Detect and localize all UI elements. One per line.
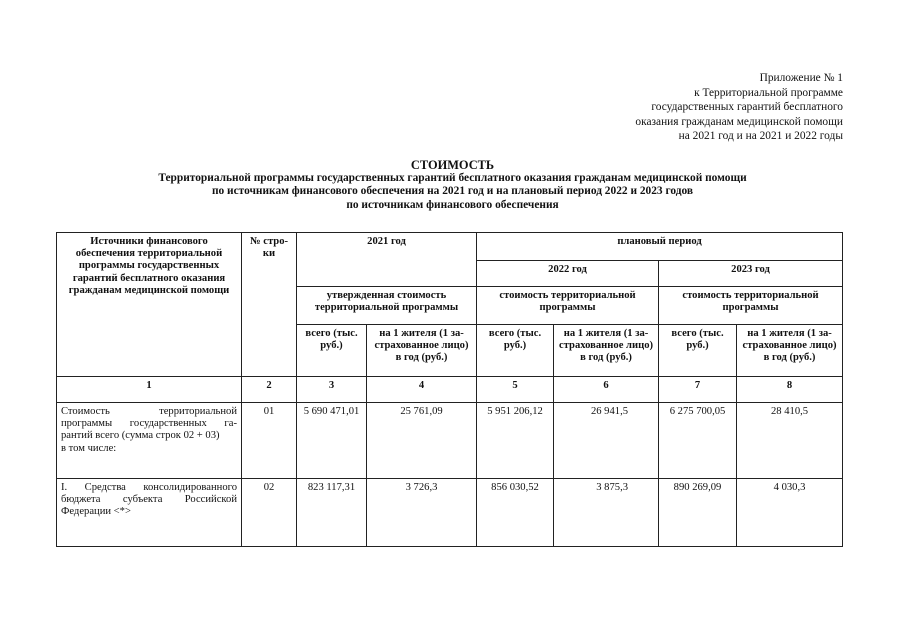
appendix-line: оказания гражданам медицинской помощи [635, 115, 843, 128]
row-label-text: Стоимость территориальной программы государственных га-рантий всего (сумма строк 02 + 03) [61, 406, 237, 442]
row-label-suffix: в том числе: [61, 442, 117, 454]
cell-per-resident-2021: 3 726,3 [367, 479, 477, 547]
header-total-2021: всего (тыс. руб.) [297, 325, 367, 377]
column-number: 4 [367, 377, 477, 403]
cell-total-2022: 856 030,52 [477, 479, 554, 547]
column-number: 1 [57, 377, 242, 403]
header-per-resident-2023: на 1 жителя (1 за-страхованное лицо) в год (руб.) [737, 325, 843, 377]
column-number: 2 [242, 377, 297, 403]
table-row [57, 403, 843, 479]
header-year-2022: 2022 год [477, 261, 659, 287]
row-code: 02 [242, 479, 297, 547]
cell-total-2021: 5 690 471,01 [297, 403, 367, 479]
column-number: 5 [477, 377, 554, 403]
cell-total-2022: 5 951 206,12 [477, 403, 554, 479]
column-number: 8 [737, 377, 843, 403]
title-line: по источникам финансового обеспечения на 2021 год и на плановый период 2022 и 2023 годов [211, 185, 694, 198]
title-line: Территориальной программы государственных гарантий бесплатного оказания гражданам медицинской помощи [158, 172, 747, 184]
header-per-resident-2022: на 1 жителя (1 за-страхованное лицо) в год (руб.) [554, 325, 659, 377]
appendix-line: Приложение № 1 [759, 72, 843, 84]
header-approved-cost: утвержденная стоимость территориальной программы [297, 287, 477, 325]
appendix-line: государственных гарантий бесплатного [651, 101, 843, 114]
column-number: 3 [297, 377, 367, 403]
column-number: 7 [659, 377, 737, 403]
header-year-2023: 2023 год [659, 261, 843, 287]
appendix-line: на 2021 год и на 2021 и 2022 годы [678, 130, 843, 143]
header-row-number: № стро-ки [242, 233, 297, 377]
row-code: 01 [242, 403, 297, 479]
header-source: Источники финансового обеспечения территориальной программы государственных гарантий бесплатного оказания гражданам медицинской помощи [57, 233, 242, 377]
title-main: СТОИМОСТЬ [410, 158, 495, 172]
cell-per-resident-2023: 28 410,5 [737, 403, 843, 479]
column-number-row [57, 377, 843, 403]
cell-per-resident-2023: 4 030,3 [737, 479, 843, 547]
header-per-resident-2021: на 1 жителя (1 за-страхованное лицо) в год (руб.) [367, 325, 477, 377]
document-title [0, 158, 905, 212]
cell-per-resident-2022: 26 941,5 [554, 403, 659, 479]
appendix-header [635, 71, 843, 144]
title-line: по источникам финансового обеспечения [346, 198, 559, 211]
column-number: 6 [554, 377, 659, 403]
cell-per-resident-2021: 25 761,09 [367, 403, 477, 479]
cell-total-2023: 890 269,09 [659, 479, 737, 547]
appendix-line: к Территориальной программе [694, 86, 843, 99]
cell-total-2023: 6 275 700,05 [659, 403, 737, 479]
row-label [57, 403, 242, 479]
header-planned-period: плановый период [477, 233, 843, 261]
header-total-2023: всего (тыс. руб.) [659, 325, 737, 377]
header-cost-2022: стоимость территориальной программы [477, 287, 659, 325]
header-cost-2023: стоимость территориальной программы [659, 287, 843, 325]
cell-total-2021: 823 117,31 [297, 479, 367, 547]
header-year-2021: 2021 год [297, 233, 477, 287]
cell-per-resident-2022: 3 875,3 [554, 479, 659, 547]
row-label: I. Средства консолидированного бюджета субъекта Российской Федерации <*> [57, 479, 242, 547]
cost-table [56, 232, 843, 547]
header-total-2022: всего (тыс. руб.) [477, 325, 554, 377]
table-row [57, 479, 843, 547]
